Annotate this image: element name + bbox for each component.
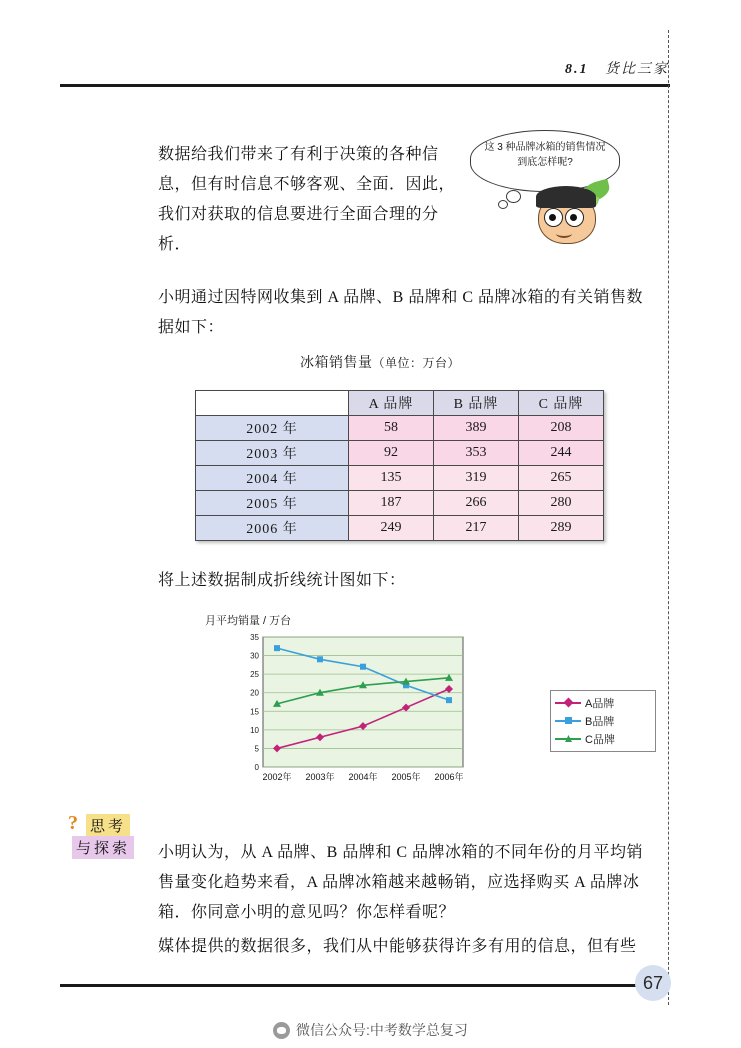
table-row (196, 491, 604, 516)
table-caption-title: 冰箱销售量 (300, 356, 373, 371)
header-section-title: 货比三家 (605, 62, 669, 77)
table-col-header-c: C 品牌 (519, 391, 604, 416)
running-header (565, 58, 669, 78)
cell-value: 265 (519, 466, 604, 491)
cell-value: 319 (434, 466, 519, 491)
table-caption (300, 352, 460, 372)
paragraph-intro: 数据给我们带来了有利于决策的各种信息，但有时信息不够客观、全面．因此，我们对获取的信息要进行全面合理的分析． (158, 146, 456, 253)
cell-value: 244 (519, 441, 604, 466)
table-row (196, 441, 604, 466)
speech-bubble-group (470, 130, 660, 250)
page-number: 67 (635, 965, 671, 1001)
cell-value: 135 (349, 466, 434, 491)
cartoon-boy-icon (532, 182, 598, 244)
svg-text:15: 15 (250, 707, 259, 717)
speech-bubble-tail-small (498, 200, 508, 209)
header-section-number: 8.1 (565, 62, 589, 77)
svg-text:2003年: 2003年 (305, 772, 335, 782)
cell-value: 58 (349, 416, 434, 441)
chart-canvas (233, 632, 523, 812)
table-header-row (196, 391, 604, 416)
legend-marker-a-icon (555, 698, 581, 708)
row-label: 2004 年 (196, 466, 349, 491)
cell-value: 266 (434, 491, 519, 516)
paragraph-media: 媒体提供的数据很多，我们从中能够获得许多有用的信息，但有些 (158, 938, 637, 955)
svg-text:10: 10 (250, 725, 259, 735)
cell-value: 280 (519, 491, 604, 516)
table-corner-cell (196, 391, 349, 416)
legend-item (555, 712, 651, 730)
cell-value: 289 (519, 516, 604, 541)
badge-line-1: 思考 (86, 814, 130, 837)
top-rule (60, 84, 670, 87)
cell-value: 208 (519, 416, 604, 441)
cell-value: 92 (349, 441, 434, 466)
legend-label: B品牌 (585, 716, 615, 728)
chart-y-axis-label: 月平均销量 / 万台 (205, 615, 292, 627)
legend-label: C品牌 (585, 734, 615, 746)
paragraph-think: 小明认为，从 A 品牌、B 品牌和 C 品牌冰箱的不同年份的月平均销售量变化趋势来看，A 品牌冰箱越来越畅销，应选择购买 A 品牌冰箱．你同意小明的意见吗？你怎样看呢？ (158, 844, 644, 921)
row-label: 2003 年 (196, 441, 349, 466)
svg-text:2006年: 2006年 (434, 772, 464, 782)
mouth-shape (556, 229, 572, 238)
cell-value: 249 (349, 516, 434, 541)
row-label: 2005 年 (196, 491, 349, 516)
speech-bubble-text: 这 3 种品牌冰箱的销售情况到底怎样呢? (484, 142, 606, 168)
eye-left (544, 208, 563, 227)
svg-text:2002年: 2002年 (262, 772, 292, 782)
wechat-icon (273, 1022, 290, 1039)
table-col-header-a: A 品牌 (349, 391, 434, 416)
legend-marker-b-icon (555, 716, 581, 726)
table-col-header-b: B 品牌 (434, 391, 519, 416)
svg-text:2005年: 2005年 (391, 772, 421, 782)
table-caption-unit: （单位：万台） (372, 356, 461, 370)
footer-text: 微信公众号:中考数学总复习 (296, 1022, 468, 1038)
cell-value: 353 (434, 441, 519, 466)
legend-label: A品牌 (585, 698, 615, 710)
cell-value: 187 (349, 491, 434, 516)
table-row (196, 416, 604, 441)
legend-item (555, 730, 651, 748)
table-row (196, 466, 604, 491)
sales-table (195, 390, 604, 541)
badge-line-2: 与探索 (72, 836, 134, 859)
row-label: 2006 年 (196, 516, 349, 541)
legend-marker-c-icon (555, 734, 581, 744)
bottom-rule (60, 984, 670, 987)
right-dashed-margin (668, 30, 669, 1005)
table-row (196, 516, 604, 541)
svg-text:25: 25 (250, 670, 259, 680)
footer-watermark (0, 1012, 741, 1048)
svg-text:0: 0 (254, 763, 259, 772)
question-mark-icon: ? (68, 812, 78, 834)
eye-right (565, 208, 584, 227)
row-label: 2002 年 (196, 416, 349, 441)
paragraph-chart-lead: 将上述数据制成折线统计图如下： (158, 572, 406, 589)
cell-value: 389 (434, 416, 519, 441)
svg-text:20: 20 (250, 688, 259, 698)
svg-text:5: 5 (254, 744, 259, 754)
svg-text:30: 30 (250, 651, 259, 661)
hair-shape (536, 186, 596, 208)
chart-legend (550, 690, 656, 752)
svg-text:35: 35 (250, 633, 259, 642)
legend-item (555, 694, 651, 712)
line-chart (205, 612, 615, 812)
speech-bubble-tail-large (506, 190, 521, 203)
paragraph-xiaoming: 小明通过因特网收集到 A 品牌、B 品牌和 C 品牌冰箱的有关销售数据如下： (158, 289, 644, 336)
think-and-explore-badge (66, 812, 154, 860)
svg-text:2004年: 2004年 (348, 772, 378, 782)
cell-value: 217 (434, 516, 519, 541)
